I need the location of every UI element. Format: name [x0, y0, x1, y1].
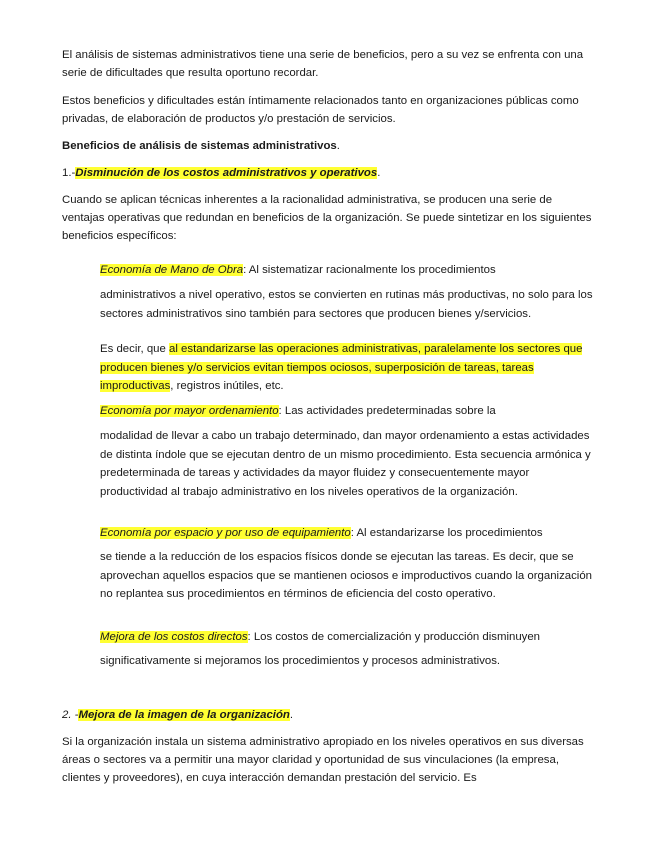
- benefit-1-extra: [100, 340, 597, 396]
- benefit-3-heading: [100, 525, 597, 541]
- benefit-3-title: Economía por espacio y por uso de equipamiento: [100, 527, 351, 539]
- intro-paragraph-1: El análisis de sistemas administrativos tiene una serie de beneficios, pero a su vez se enfrenta con una serie de dificultades que resulta oportuno recordar.: [62, 49, 584, 79]
- benefit-3-lead: : Al estandarizarse los procedimientos: [350, 527, 543, 539]
- benefit-3-body: se tiende a la reducción de los espacios físicos donde se ejecutan las tareas. Es decir, que se aprovechan aquellos espacios que se mantienen ociosos e improductivos cuando la organización no replantea sus procedimientos en términos de eficiencia del costo operativo.: [100, 551, 593, 600]
- item-2-title: Mejora de la imagen de la organización: [78, 709, 290, 721]
- benefit-1-title: Economía de Mano de Obra: [100, 264, 244, 276]
- item-1-title: Disminución de los costos administrativos y operativos: [75, 167, 378, 179]
- item-1-body: Cuando se aplican técnicas inherentes a la racionalidad administrativa, se producen una serie de ventajas operativas que redundan en beneficios de la organización. Se puede sintetizar en los siguientes beneficios específicos:: [62, 194, 592, 242]
- benefit-1-extra-post: , registros inútiles, etc.: [170, 380, 284, 392]
- item-1-number: 1.-: [62, 167, 76, 179]
- item-1-heading: [62, 164, 596, 182]
- benefit-2-heading: [100, 403, 597, 419]
- benefit-1-body: administrativos a nivel operativo, estos se convierten en rutinas más productivas, no solo para los sectores administrativos sino también para sectores que producen bienes y/servicios.: [100, 289, 593, 320]
- benefit-4-lead: : Los costos de comercialización y producción disminuyen: [247, 631, 541, 643]
- section-heading-suffix: .: [336, 140, 340, 152]
- benefit-1-extra-pre: Es decir, que: [100, 343, 170, 355]
- benefit-4-title: Mejora de los costos directos: [100, 631, 248, 643]
- benefit-1-extra-highlight: al estandarizarse las operaciones administrativas, paralelamente los sectores que producen bienes y/o servicios evitan tiempos ociosos, superposición de tareas, tareas improductivas: [100, 343, 583, 392]
- benefit-1-lead: : Al sistematizar racionalmente los procedimientos: [243, 264, 496, 276]
- benefit-1-heading: [100, 262, 597, 278]
- item-2-suffix: .: [289, 709, 294, 721]
- benefit-2-body: modalidad de llevar a cabo un trabajo determinado, dan mayor ordenamiento a estas actividades de distinta índole que se ejecutan dentro de un mismo procedimiento. Esta secuencia armónica y predeterminada de tareas y actividades da mayor fluidez y consecuentemente mayor productividad al trabajo administrativo en los niveles operativos de la organización.: [100, 430, 591, 498]
- section-heading-text: Beneficios de análisis de sistemas administrativos: [62, 140, 337, 152]
- benefit-2-title: Economía por mayor ordenamiento: [100, 405, 279, 417]
- benefit-4-body: significativamente si mejoramos los procedimientos y procesos administrativos.: [100, 655, 501, 667]
- item-2-body: Si la organización instala un sistema administrativo apropiado en los niveles operativos en sus diversas áreas o sectores va a permitir una mayor claridad y oportunidad de sus vinculaciones (la empresa, clientes y proveedores), en cuya interacción demandan prestación del servicio. Es: [62, 736, 584, 784]
- section-heading: [62, 137, 596, 155]
- benefit-4-heading: [100, 629, 597, 645]
- intro-paragraph-2: Estos beneficios y dificultades están íntimamente relacionados tanto en organizaciones públicas como privadas, de elaboración de productos y/o prestación de servicios.: [62, 95, 579, 125]
- item-2-number: 2. -: [62, 709, 79, 721]
- item-1-suffix: .: [377, 167, 381, 179]
- item-2-heading: [62, 706, 596, 724]
- benefit-2-lead: : Las actividades predeterminadas sobre la: [278, 405, 496, 417]
